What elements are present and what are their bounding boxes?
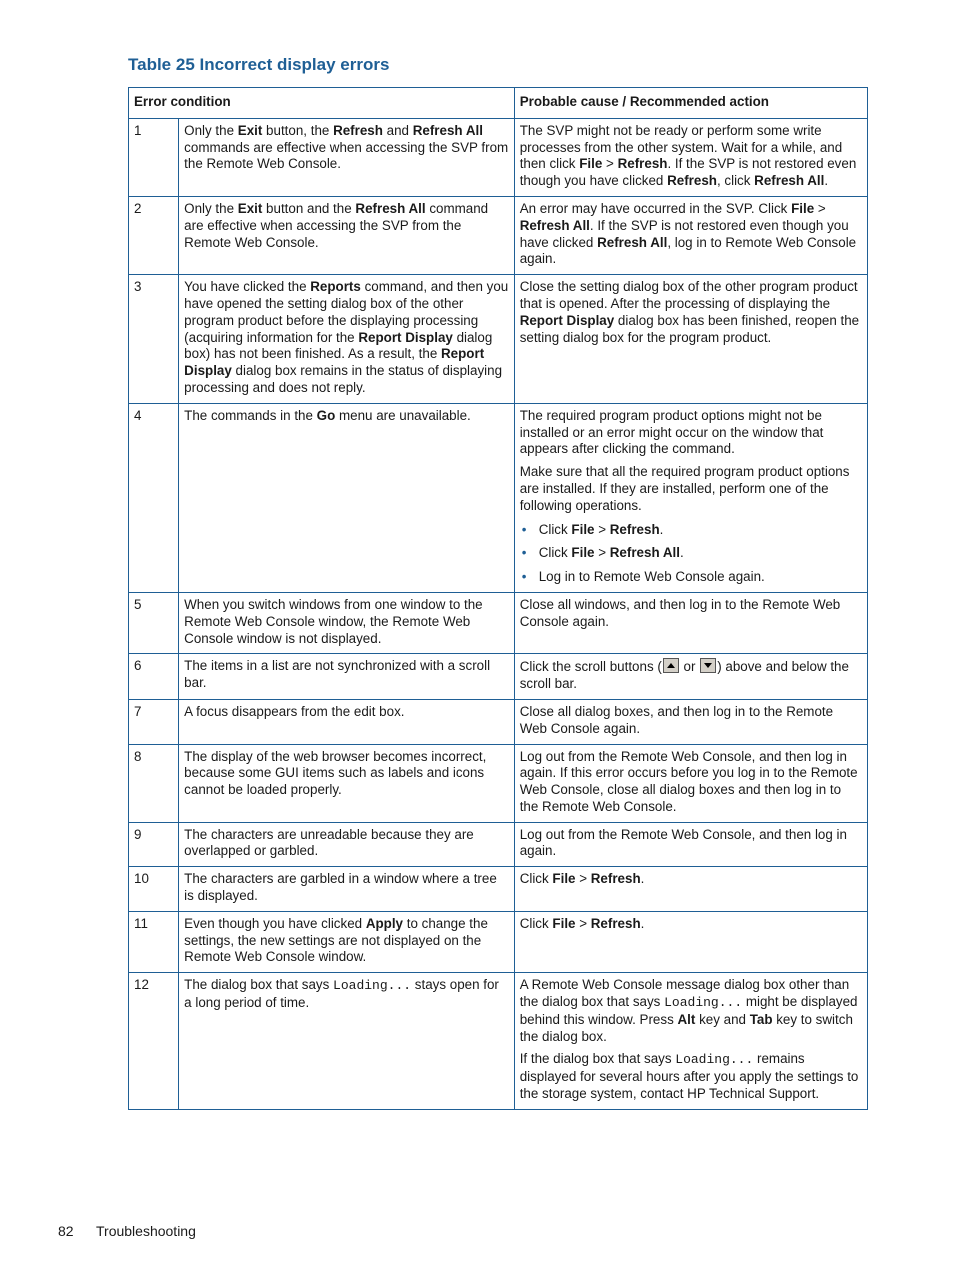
recommended-action-cell xyxy=(514,822,867,867)
row-number: 7 xyxy=(129,699,179,744)
text-run: A focus disappears from the edit box. xyxy=(184,703,405,719)
row-number: 10 xyxy=(129,867,179,912)
error-condition-cell xyxy=(179,118,515,196)
table-row xyxy=(129,973,868,1110)
ui-term: Refresh xyxy=(333,122,383,138)
text-run: ) above and below the scroll bar. xyxy=(519,659,849,692)
action-paragraph xyxy=(520,279,862,346)
ui-term: Refresh All xyxy=(412,122,483,138)
recommended-action-cell xyxy=(514,699,867,744)
ui-term: Refresh All xyxy=(609,545,680,561)
ui-term: Refresh xyxy=(609,521,660,537)
text-run: > xyxy=(602,156,618,172)
code-text: Loading... xyxy=(675,1052,754,1068)
error-condition-cell xyxy=(179,822,515,867)
action-paragraph xyxy=(520,658,862,693)
text-run: command are effective when accessing the SVP from the Remote Web Console. xyxy=(184,200,489,250)
row-number: 1 xyxy=(129,118,179,196)
text-run: > xyxy=(594,545,610,561)
text-run: button, the xyxy=(262,122,334,138)
text-run: dialog box remains in the status of displaying processing and does not reply. xyxy=(184,363,503,395)
action-paragraph xyxy=(520,916,862,933)
table-row xyxy=(129,867,868,912)
text-run: or xyxy=(679,659,700,675)
text-run: > xyxy=(594,521,610,537)
ui-term: Apply xyxy=(365,915,404,931)
footer-section-title: Troubleshooting xyxy=(96,1223,196,1239)
ui-term: Reports xyxy=(310,279,361,295)
text-run: button and the xyxy=(262,200,356,216)
recommended-action-cell xyxy=(514,867,867,912)
text-run: . If the SVP is not restored even though you have clicked xyxy=(519,217,849,250)
action-paragraph xyxy=(520,827,862,861)
error-condition-cell xyxy=(179,699,515,744)
text-run: Close all dialog boxes, and then log in to the Remote Web Console again. xyxy=(519,703,834,736)
text-run: . If the SVP is not restored even though you have clicked xyxy=(519,156,857,189)
recommended-action-cell xyxy=(514,744,867,822)
ui-term: Refresh xyxy=(590,915,641,931)
text-run: dialog box has been finished, reopen the setting dialog box for the program product. xyxy=(519,312,860,345)
ui-term: Tab xyxy=(749,1011,773,1027)
list-item xyxy=(520,545,862,562)
text-run: stays open for a long period of time. xyxy=(184,977,499,1011)
ui-term: Refresh All xyxy=(519,217,590,233)
action-bullet-list xyxy=(520,522,862,586)
row-number: 8 xyxy=(129,744,179,822)
ui-term: Refresh xyxy=(590,871,641,887)
table-row xyxy=(129,699,868,744)
text-run: The display of the web browser becomes incorrect, because some GUI items such as labels and icons cannot be loaded properly. xyxy=(184,748,487,798)
table-row xyxy=(129,118,868,196)
action-paragraph xyxy=(520,871,862,888)
text-run: Make sure that all the required program product options are installed. If they are installed, perform one of the following operations. xyxy=(519,464,850,513)
action-paragraph xyxy=(520,749,862,816)
row-number: 9 xyxy=(129,822,179,867)
action-paragraph xyxy=(520,408,862,458)
code-text: Loading... xyxy=(333,978,412,994)
condition-paragraph xyxy=(184,827,509,861)
list-item xyxy=(520,569,862,586)
text-run: Click xyxy=(538,521,572,537)
action-paragraph xyxy=(520,977,862,1045)
header-probable-cause: Probable cause / Recommended action xyxy=(514,88,867,119)
error-condition-cell xyxy=(179,403,515,592)
action-paragraph xyxy=(520,201,862,268)
error-condition-cell xyxy=(179,867,515,912)
ui-term: Report Display xyxy=(519,312,615,328)
text-run: > xyxy=(575,915,591,931)
text-run: The commands in the xyxy=(184,407,317,423)
text-run: Close all windows, and then log in to the Remote Web Console again. xyxy=(519,596,841,629)
text-run: Only the xyxy=(184,122,238,138)
action-paragraph xyxy=(520,597,862,631)
table-row xyxy=(129,403,868,592)
text-run: The items in a list are not synchronized with a scroll bar. xyxy=(184,658,491,691)
list-item xyxy=(520,522,862,539)
ui-term: File xyxy=(579,156,603,172)
recommended-action-cell xyxy=(514,654,867,700)
row-number: 3 xyxy=(129,275,179,404)
condition-paragraph xyxy=(184,201,509,251)
action-paragraph xyxy=(520,704,862,738)
text-run: command, and then you have opened the setting dialog box of the other program product before the displaying processing (acquiring information for the xyxy=(184,279,509,345)
text-run: You have clicked the xyxy=(184,279,311,295)
recommended-action-cell xyxy=(514,196,867,274)
text-run: Log out from the Remote Web Console, and then log in again. xyxy=(519,826,847,859)
text-run: Click xyxy=(519,915,553,931)
ui-term: Exit xyxy=(237,122,263,138)
text-run: might be displayed behind this window. Press xyxy=(519,994,858,1027)
text-run: The required program product options might not be installed or an error might occur on the window that appears after clicking the command. xyxy=(519,407,824,457)
condition-paragraph xyxy=(184,977,509,1012)
page-number: 82 xyxy=(58,1223,74,1239)
row-number: 5 xyxy=(129,592,179,653)
scroll-down-button-icon xyxy=(700,658,716,673)
text-run: Click xyxy=(519,871,553,887)
text-run: > xyxy=(575,871,591,887)
page-footer xyxy=(58,1223,196,1239)
condition-paragraph xyxy=(184,279,509,397)
text-run: . xyxy=(640,915,645,931)
header-error-condition: Error condition xyxy=(129,88,515,119)
text-run: If the dialog box that says xyxy=(519,1051,676,1067)
text-run: . xyxy=(824,173,829,189)
condition-paragraph xyxy=(184,916,509,966)
row-number: 11 xyxy=(129,911,179,972)
text-run: The SVP might not be ready or perform some write processes from the other system. Wait for a while, and then click xyxy=(519,122,843,172)
ui-term: File xyxy=(571,521,595,537)
condition-paragraph xyxy=(184,597,509,647)
scroll-up-button-icon xyxy=(663,658,679,673)
condition-paragraph xyxy=(184,658,509,692)
text-run: The characters are garbled in a window where a tree is displayed. xyxy=(184,871,497,904)
ui-term: File xyxy=(571,545,595,561)
text-run: > xyxy=(814,200,826,216)
table-row xyxy=(129,275,868,404)
incorrect-display-errors-table xyxy=(128,87,868,1110)
text-run: A Remote Web Console message dialog box other than the dialog box that says xyxy=(519,977,850,1010)
recommended-action-cell xyxy=(514,118,867,196)
text-run: dialog box) has not been finished. As a result, the xyxy=(184,329,493,362)
error-condition-cell xyxy=(179,654,515,700)
text-run: Click the scroll buttons ( xyxy=(519,659,662,675)
code-text: Loading... xyxy=(664,995,743,1011)
table-row xyxy=(129,744,868,822)
text-run: remains displayed for several hours after you apply the settings to the storage system, contact HP Technical Support. xyxy=(519,1051,859,1102)
recommended-action-cell xyxy=(514,403,867,592)
ui-term: File xyxy=(791,200,815,216)
ui-term: Report Display xyxy=(358,329,453,345)
condition-paragraph xyxy=(184,749,509,799)
error-condition-cell xyxy=(179,196,515,274)
text-run: to change the settings, the new settings are not displayed on the Remote Web Console window. xyxy=(184,915,488,965)
error-condition-cell xyxy=(179,592,515,653)
table-header-row xyxy=(129,88,868,119)
text-run: When you switch windows from one window to the Remote Web Console window, the Remote Web Console window is not displayed. xyxy=(184,596,483,646)
text-run: Close the setting dialog box of the other program product that is opened. After the processing of displaying the xyxy=(519,279,858,311)
error-condition-cell xyxy=(179,911,515,972)
row-number: 12 xyxy=(129,973,179,1110)
text-run: menu are unavailable. xyxy=(335,407,471,423)
ui-term: Refresh All xyxy=(754,173,825,189)
ui-term: Refresh All xyxy=(355,200,426,216)
ui-term: Exit xyxy=(237,200,263,216)
error-condition-cell xyxy=(179,973,515,1110)
text-run: . xyxy=(679,545,684,561)
text-run: Even though you have clicked xyxy=(184,915,366,931)
row-number: 4 xyxy=(129,403,179,592)
action-paragraph xyxy=(520,464,862,514)
text-run: key and xyxy=(695,1011,750,1027)
error-condition-cell xyxy=(179,744,515,822)
table-row xyxy=(129,654,868,700)
table-row xyxy=(129,822,868,867)
text-run: The dialog box that says xyxy=(184,977,334,993)
text-run: An error may have occurred in the SVP. Click xyxy=(519,200,792,216)
text-run: , log in to Remote Web Console again. xyxy=(519,234,857,267)
text-run: The characters are unreadable because they are overlapped or garbled. xyxy=(184,826,474,859)
text-run: Log out from the Remote Web Console, and then log in again. If this error occurs before you log in to the Remote Web Console, close all dialog boxes and then log in to the Remote Web Console. xyxy=(519,748,858,814)
ui-term: File xyxy=(552,871,576,887)
table-row xyxy=(129,196,868,274)
action-paragraph xyxy=(520,123,862,190)
table-row xyxy=(129,592,868,653)
ui-term: Go xyxy=(316,407,336,423)
ui-term: Refresh xyxy=(617,156,668,172)
text-run: Log in to Remote Web Console again. xyxy=(538,569,765,585)
text-run: . xyxy=(640,871,645,887)
text-run: Only the xyxy=(184,200,238,216)
condition-paragraph xyxy=(184,123,509,173)
row-number: 2 xyxy=(129,196,179,274)
text-run: key to switch the dialog box. xyxy=(519,1011,853,1044)
condition-paragraph xyxy=(184,704,509,721)
table-caption: Table 25 Incorrect display errors xyxy=(128,55,390,74)
condition-paragraph xyxy=(184,871,509,905)
recommended-action-cell xyxy=(514,592,867,653)
row-number: 6 xyxy=(129,654,179,700)
ui-term: Report Display xyxy=(184,346,485,379)
ui-term: Refresh All xyxy=(597,234,668,250)
action-paragraph xyxy=(520,1051,862,1102)
recommended-action-cell xyxy=(514,275,867,404)
ui-term: Refresh xyxy=(667,173,717,189)
ui-term: File xyxy=(552,915,576,931)
text-run: and xyxy=(382,122,413,138)
text-run: commands are effective when accessing the SVP from the Remote Web Console. xyxy=(184,139,509,172)
text-run: Click xyxy=(538,545,572,561)
text-run: , click xyxy=(716,173,755,189)
text-run: . xyxy=(659,521,664,537)
recommended-action-cell xyxy=(514,973,867,1110)
recommended-action-cell xyxy=(514,911,867,972)
ui-term: Alt xyxy=(677,1011,696,1027)
condition-paragraph xyxy=(184,408,509,425)
table-row xyxy=(129,911,868,972)
error-condition-cell xyxy=(179,275,515,404)
